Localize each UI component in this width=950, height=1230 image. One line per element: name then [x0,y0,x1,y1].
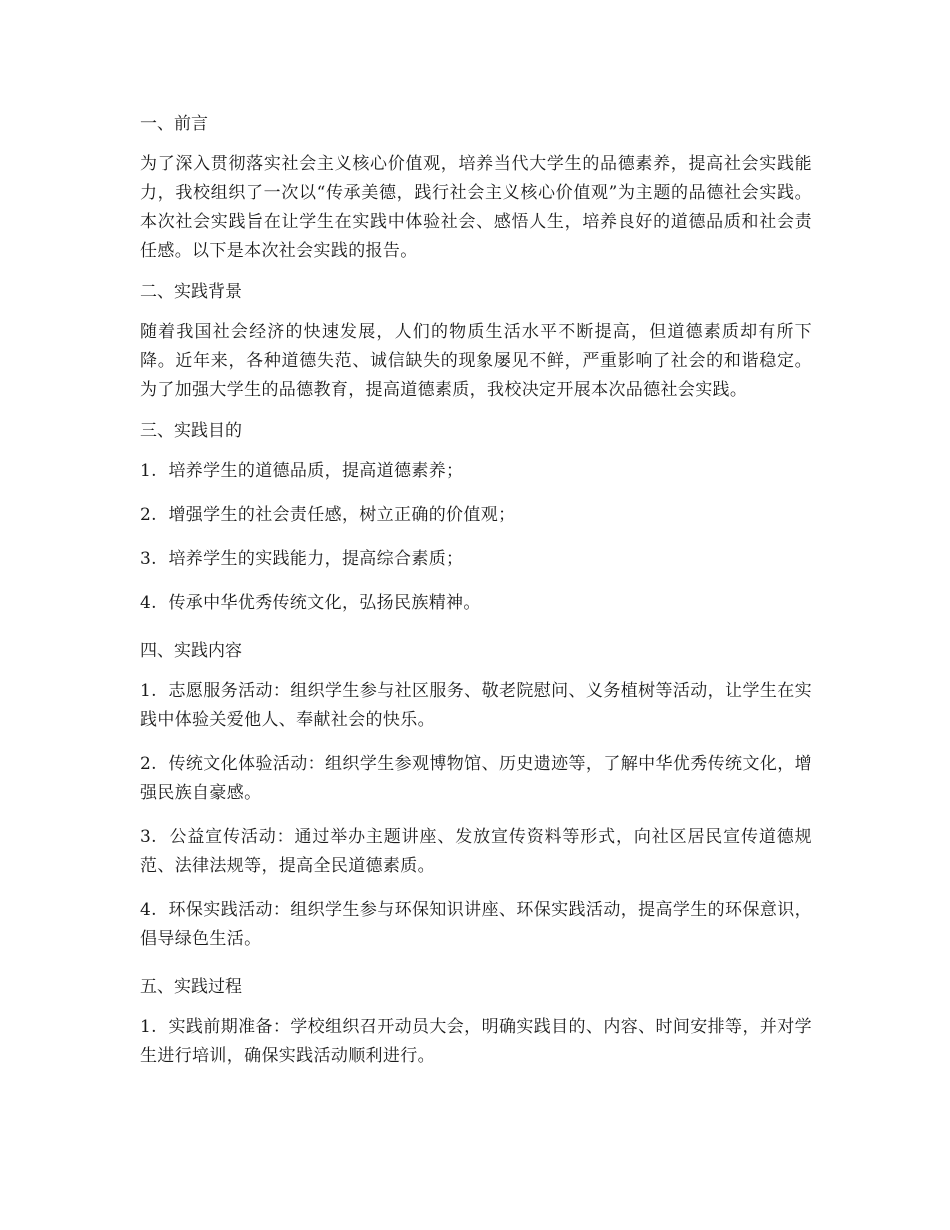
content-item [140,896,812,954]
content-item [140,677,812,735]
item-text: 实践前期准备：学校组织召开动员大会，明确实践目的、内容、时间安排等，并对学生进行培训，确保实践活动顺利进行。 [140,1017,812,1066]
content-item [140,750,812,808]
item-text: 培养学生的道德品质，提高道德素养； [168,461,464,481]
content-item [140,823,812,881]
section-heading-background: 二、实践背景 [140,282,242,302]
background-paragraph: 随着我国社会经济的快速发展，人们的物质生活水平不断提高，但道德素质却有所下降。近年来，各种道德失范、诚信缺失的现象屡见不鲜，严重影响了社会的和谐稳定。为了加强大学生的品德教育，提高道德素质，我校决定开展本次品德社会实践。 [140,322,812,400]
purpose-item [140,545,812,574]
item-text: 志愿服务活动：组织学生参与社区服务、敬老院慰问、义务植树等活动，让学生在实践中体验关爱他人、奉献社会的快乐。 [140,681,812,730]
item-text: 传统文化体验活动：组织学生参观博物馆、历史遗迹等，了解中华优秀传统文化，增强民族自豪感。 [140,754,812,803]
item-number: 3. [140,827,164,847]
preface-paragraph: 为了深入贯彻落实社会主义核心价值观，培养当代大学生的品德素养，提高社会实践能力，我校组织了一次以“传承美德，践行社会主义核心价值观”为主题的品德社会实践。本次社会实践旨在让学生在实践中体验社会、感悟人生，培养良好的道德品质和社会责任感。以下是本次社会实践的报告。 [140,154,812,261]
item-number: 1. [140,1017,163,1037]
section-heading-preface: 一、前言 [140,114,208,134]
purpose-item [140,589,812,618]
item-number: 4. [140,900,163,920]
item-text: 传承中华优秀传统文化，弘扬民族精神。 [168,593,481,613]
item-text: 增强学生的社会责任感，树立正确的价值观； [168,505,516,525]
item-number: 2. [140,505,163,525]
item-text: 环保实践活动：组织学生参与环保知识讲座、环保实践活动，提高学生的环保意识，倡导绿色生活。 [140,900,812,949]
item-number: 1. [140,461,163,481]
process-item [140,1013,812,1071]
section-heading-purpose: 三、实践目的 [140,421,242,441]
item-text: 公益宣传活动：通过举办主题讲座、发放宣传资料等形式，向社区居民宣传道德规范、法律法规等，提高全民道德素质。 [140,827,812,876]
item-number: 1. [140,681,163,701]
section-heading-process: 五、实践过程 [140,977,242,997]
item-number: 3. [140,549,163,569]
section-heading-content: 四、实践内容 [140,641,242,661]
item-text: 培养学生的实践能力，提高综合素质； [168,549,464,569]
document-page [140,106,812,1086]
item-number: 2. [140,754,163,774]
purpose-item [140,457,812,486]
item-number: 4. [140,593,163,613]
purpose-item [140,501,812,530]
